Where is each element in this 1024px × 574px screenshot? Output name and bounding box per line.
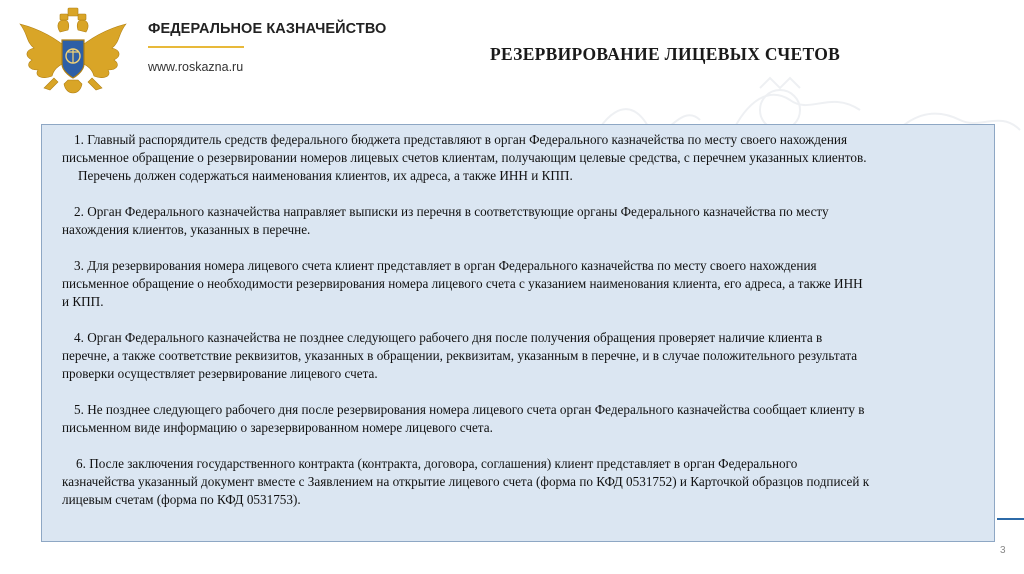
page-number: 3 [1000, 545, 1006, 556]
slide-title: РЕЗЕРВИРОВАНИЕ ЛИЦЕВЫХ СЧЕТОВ [490, 44, 841, 64]
paragraph-line: нахождения клиентов, указанных в перечне. [62, 222, 311, 237]
paragraph-line: перечне, а также соответствие реквизитов, указанных в обращении, реквизитам, указанным в перечне, и в случае положительного результата [62, 348, 858, 363]
paragraph-3 [62, 257, 982, 311]
paragraph-2 [62, 203, 982, 239]
org-name-divider [148, 46, 244, 48]
paragraph-line: 4. Орган Федерального казначейства не позднее следующего рабочего дня после получения обращения проверяет наличие клиента в [74, 330, 823, 345]
paragraph-1 [62, 131, 982, 185]
paragraph-line: 6. После заключения государственного контракта (контракта, договора, соглашения) клиент представляет в орган Федерального [76, 456, 798, 471]
emblem-logo [14, 6, 132, 106]
organization-url: www.roskazna.ru [148, 60, 244, 74]
accent-line [997, 518, 1024, 520]
paragraph-4 [62, 329, 982, 383]
paragraph-line: казначейства указанный документ вместе с Заявлением на открытие лицевого счета (форма по КФД 0531752) и Карточкой образцов подписей к [62, 474, 870, 489]
paragraph-line: и КПП. [62, 294, 104, 309]
paragraph-line: 2. Орган Федерального казначейства направляет выписки из перечня в соответствующие органы Федерального казначейства по месту [74, 204, 829, 219]
paragraph-line: письменном виде информацию о зарезервированном номере лицевого счета. [62, 420, 493, 435]
paragraph-line: 5. Не позднее следующего рабочего дня после резервирования номера лицевого счета орган Федерального казначейства сообщает клиенту в [74, 402, 865, 417]
paragraph-5 [62, 401, 982, 437]
paragraph-line: 3. Для резервирования номера лицевого счета клиент представляет в орган Федерального казначейства по месту своего нахождения [74, 258, 817, 273]
paragraph-line: проверки осуществляет резервирование лицевого счета. [62, 366, 378, 381]
paragraph-line: письменное обращение о необходимости резервирования номера лицевого счета с указанием наименования клиента, его адреса, а также ИНН [62, 276, 863, 291]
paragraph-6 [62, 455, 982, 509]
paragraph-line: 1. Главный распорядитель средств федерального бюджета представляют в орган Федерального казначейства по месту своего нахождения [74, 132, 848, 147]
organization-name: ФЕДЕРАЛЬНОЕ КАЗНАЧЕЙСТВО [148, 21, 387, 37]
paragraph-line: Перечень должен содержаться наименования клиентов, их адреса, а также ИНН и КПП. [78, 168, 573, 183]
content-panel [41, 124, 995, 542]
paragraph-line: лицевым счетам (форма по КФД 0531753). [62, 492, 301, 507]
paragraph-line: письменное обращение о резервировании номеров лицевых счетов клиентам, получающим целевые средства, с перечнем указанных клиентов. [62, 150, 867, 165]
